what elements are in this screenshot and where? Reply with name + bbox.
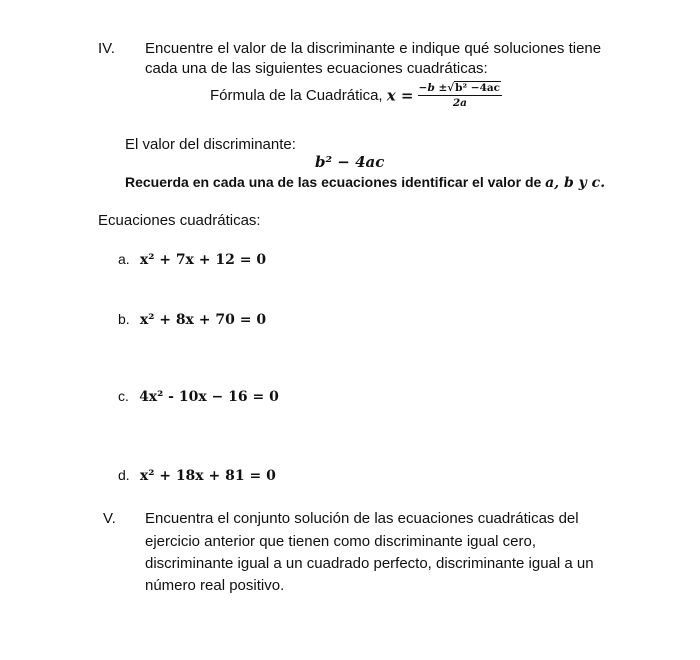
formula-label: Fórmula de la Cuadrática,: [210, 87, 383, 104]
section-v-line-3: discriminante igual a un cuadrado perfecto, discriminante igual a un: [145, 555, 594, 572]
reminder-text: Recuerda en cada una de las ecuaciones identificar el valor de a, b y c.: [125, 174, 606, 191]
equation-expr: x² + 8x + 70 = 0: [139, 312, 267, 328]
equation-expr: x² + 18x + 81 = 0: [139, 468, 276, 484]
formula-lhs: x =: [386, 86, 414, 105]
formula-denominator: 2a: [452, 97, 467, 109]
section-v-line-2: ejercicio anterior que tienen como discriminante igual cero,: [145, 533, 537, 550]
section-iv-numeral: IV.: [98, 40, 115, 57]
equation-letter: d.: [118, 467, 130, 483]
equation-expr: x² + 7x + 12 = 0: [139, 252, 267, 268]
equation-item-a: [118, 251, 266, 268]
equation-item-d: [118, 467, 276, 484]
equation-item-c: [118, 388, 279, 405]
section-v-line-4: número real positivo.: [145, 577, 285, 594]
formula-numerator: −b ±√b² −4ac: [418, 82, 501, 94]
equation-letter: a.: [118, 251, 130, 267]
quadratic-formula: [210, 82, 502, 109]
equation-letter: b.: [118, 311, 130, 327]
discriminant-label: El valor del discriminante:: [125, 136, 296, 153]
equations-heading: Ecuaciones cuadráticas:: [98, 212, 261, 229]
formula-fraction: [418, 82, 502, 109]
section-v-line-1: Encuentra el conjunto solución de las ecuaciones cuadráticas del: [145, 510, 579, 527]
instruction-line-2: cada una de las siguientes ecuaciones cuadráticas:: [145, 60, 488, 77]
equation-item-b: [118, 311, 266, 328]
discriminant-expression: b² − 4ac: [315, 153, 385, 171]
section-v-numeral: V.: [103, 510, 116, 527]
equation-letter: c.: [118, 388, 129, 404]
equation-expr: 4x² - 10x − 16 = 0: [139, 389, 279, 405]
instruction-line-1: Encuentre el valor de la discriminante e indique qué soluciones tiene: [145, 40, 602, 57]
